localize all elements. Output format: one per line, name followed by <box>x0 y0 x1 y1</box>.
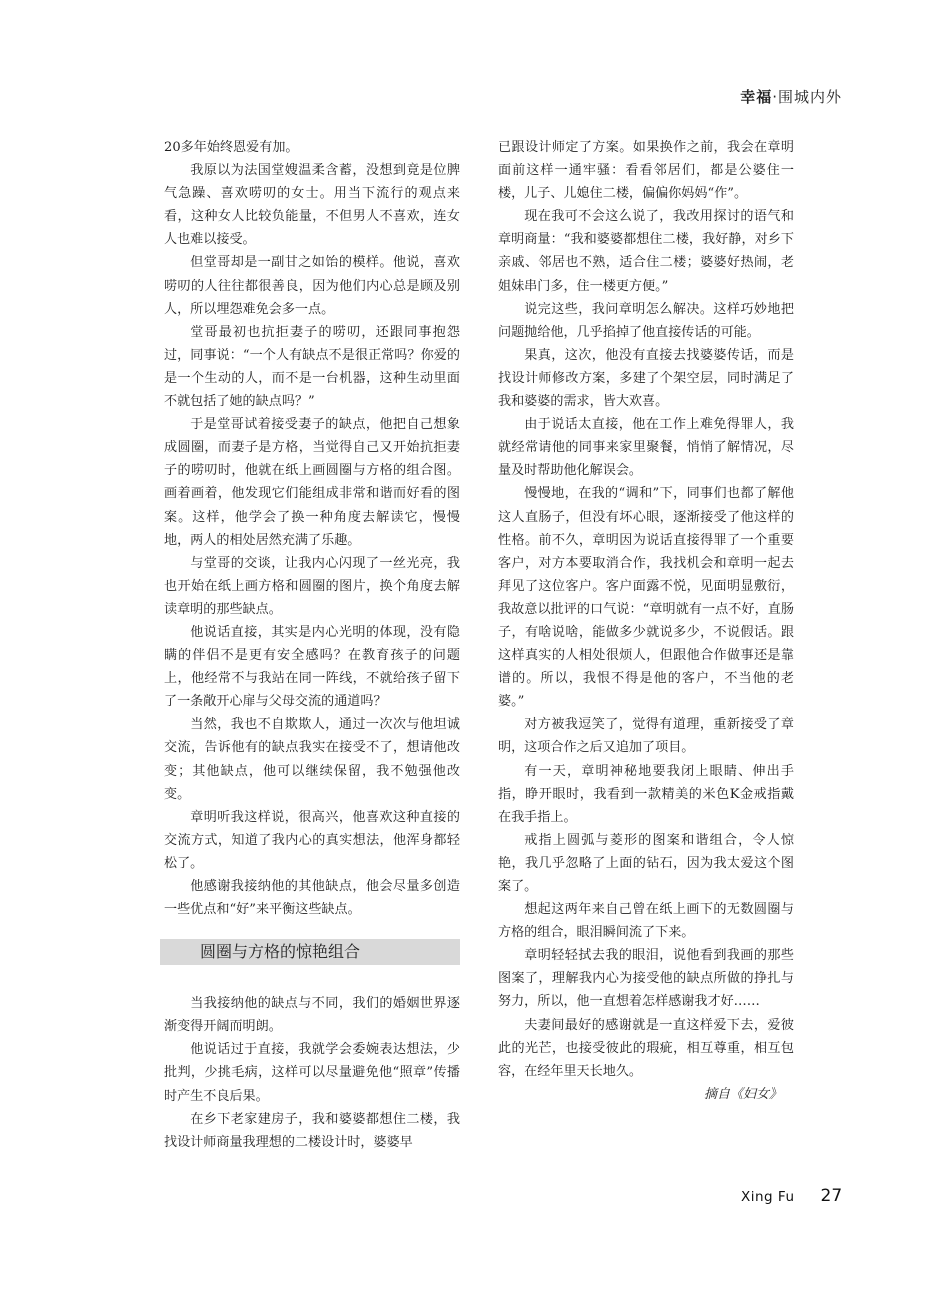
paragraph: 我原以为法国堂嫂温柔含蓄，没想到竟是位脾气急躁、喜欢唠叨的女士。用当下流行的观点来看，这种女人比较负能量，不但男人不喜欢，连女人也难以接受。 <box>164 163 460 248</box>
subsection-title: 围城内外 <box>777 88 842 106</box>
title-separator: · <box>772 88 778 106</box>
paragraph: 他说话过于直接，我就学会委婉表达想法，少批判，少挑毛病，这样可以尽量避免他“照章”传播时产生不良后果。 <box>164 1042 460 1104</box>
paragraph: 果真，这次，他没有直接去找婆婆传话，而是找设计师修改方案，多建了个架空层，同时满足了我和婆婆的需求，皆大欢喜。 <box>498 347 794 410</box>
left-column <box>164 136 460 1154</box>
paragraph: 于是堂哥试着接受妻子的缺点，他把自己想象成圆圈，而妻子是方格，当觉得自己又开始抗拒妻子的唠叨时，他就在纸上画圆圈与方格的组合图。画着画着，他发现它们能组成非常和谐而好看的图案。这样，他学会了换一种角度去解读它，慢慢地，两人的相处居然充满了乐趣。 <box>164 417 460 548</box>
paragraph: 对方被我逗笑了，觉得有道理，重新接受了章明，这项合作之后又追加了项目。 <box>498 717 794 756</box>
paragraph: 堂哥最初也抗拒妻子的唠叨，还跟同事抱怨过，同事说：“一个人有缺点不是很正常吗？你爱的是一个生动的人，而不是一台机器，这种生动里面不就包括了她的缺点吗？” <box>164 324 460 410</box>
paragraph: 但堂哥却是一副甘之如饴的模样。他说，喜欢唠叨的人往往都很善良，因为他们内心总是顾及别人，所以埋怨难免会多一点。 <box>164 255 460 317</box>
article-source: 摘自《妇女》 <box>703 1086 782 1102</box>
paragraph: 他说话直接，其实是内心光明的体现，没有隐瞒的伴侣不是更有安全感吗？在教育孩子的问题上，他经常不与我站在同一阵线，不就给孩子留下了一条敞开心扉与父母交流的通道吗？ <box>164 624 460 710</box>
paragraph: 想起这两年来自己曾在纸上画下的无数圆圈与方格的组合，眼泪瞬间流了下来。 <box>498 902 794 941</box>
paragraph: 现在我可不会这么说了，我改用探讨的语气和章明商量：“我和婆婆都想住二楼，我好静，对乡下亲戚、邻居也不熟，适合住二楼；婆婆好热闹，老姐妹串门多，住一楼更方便。” <box>498 209 794 294</box>
page-header <box>740 86 842 107</box>
section-heading-text: 圆圈与方格的惊艳组合 <box>200 942 361 962</box>
paragraph: 慢慢地，在我的“调和”下，同事们也都了解他这人直肠子，但没有坏心眼，逐渐接受了他这样的性格。前不久，章明因为说话直接得罪了一个重要客户，对方本要取消合作，我找机会和章明一起去拜见了这位客户。客户面露不悦，见面明显敷衍，我故意以批评的口气说：“章明就有一点不好，直肠子，有啥说啥，能做多少就说多少，不说假话。跟这样真实的人相处很烦人，但跟他合作做事还是靠谱的。所以，我恨不得是他的客户，不当他的老婆。” <box>498 486 794 710</box>
paragraph: 章明轻轻拭去我的眼泪，说他看到我画的那些图案了，理解我内心为接受他的缺点所做的挣扎与努力，所以，他一直想着怎样感谢我才好…… <box>498 948 794 1010</box>
paragraph: 已跟设计师定了方案。如果换作之前，我会在章明面前这样一通牢骚：看看邻居们，都是公婆住一楼，儿子、儿媳住二楼，偏偏你妈妈“作”。 <box>498 140 794 202</box>
paragraph: 夫妻间最好的感谢就是一直这样爱下去，爱彼此的光芒，也接受彼此的瑕疵，相互尊重，相互包容，在经年里天长地久。 <box>498 1017 794 1079</box>
paragraph: 与堂哥的交谈，让我内心闪现了一丝光亮，我也开始在纸上画方格和圆圈的图片，换个角度去解读章明的那些缺点。 <box>164 555 460 617</box>
paragraph: 在乡下老家建房子，我和婆婆都想住二楼，我找设计师商量我理想的二楼设计时，婆婆早 <box>164 1111 460 1150</box>
paragraph: 他感谢我接纳他的其他缺点，他会尽量多创造一些优点和“好”来平衡这些缺点。 <box>164 879 460 918</box>
section-heading <box>160 939 460 965</box>
paragraph: 章明听我这样说，很高兴，他喜欢这种直接的交流方式，知道了我内心的真实想法，他浑身都轻松了。 <box>164 809 460 871</box>
paragraph: 说完这些，我问章明怎么解决。这样巧妙地把问题抛给他，几乎掐掉了他直接传话的可能。 <box>498 301 794 340</box>
paragraph: 由于说话太直接，他在工作上难免得罪人，我就经常请他的同事来家里聚餐，悄悄了解情况，尽量及时帮助他化解误会。 <box>498 417 794 479</box>
magazine-name: Xing Fu <box>741 1189 795 1205</box>
paragraph: 当然，我也不自欺欺人，通过一次次与他坦诚交流，告诉他有的缺点我实在接受不了，想请他改变；其他缺点，他可以继续保留，我不勉强他改变。 <box>164 717 460 802</box>
right-column <box>498 136 794 1106</box>
section-title: 幸福 <box>740 88 773 106</box>
paragraph: 当我接纳他的缺点与不同，我们的婚姻世界逐渐变得开阔而明朗。 <box>164 996 460 1035</box>
paragraph: 戒指上圆弧与菱形的图案和谐组合，令人惊艳，我几乎忽略了上面的钻石，因为我太爱这个图案了。 <box>498 832 794 894</box>
paragraph: 有一天，章明神秘地要我闭上眼睛、伸出手指，睁开眼时，我看到一款精美的米色K金戒指戴在我手指上。 <box>498 763 794 825</box>
page-footer <box>741 1186 842 1206</box>
paragraph: 20多年始终恩爱有加。 <box>164 140 299 155</box>
page-number: 27 <box>820 1186 843 1206</box>
